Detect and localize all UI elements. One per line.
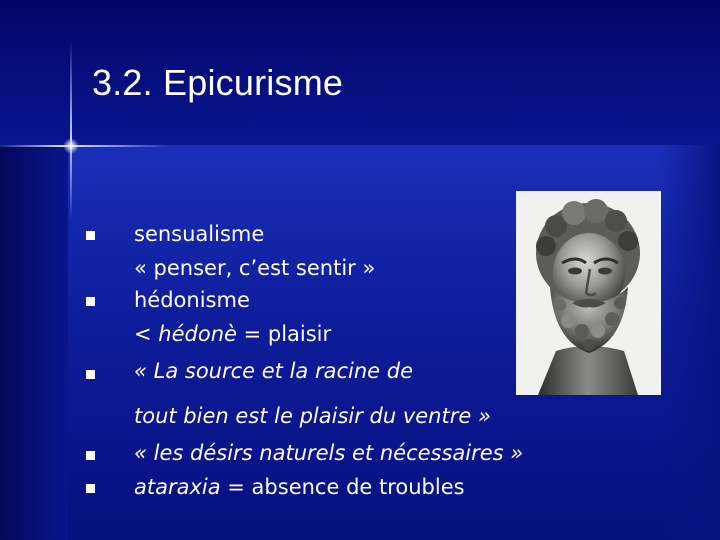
bullet-icon xyxy=(86,297,95,306)
text-line-italic: « La source et la racine de xyxy=(134,359,413,383)
bust-illustration xyxy=(516,191,661,395)
text-line-italic: ataraxia xyxy=(134,475,221,499)
text-line-penser xyxy=(134,255,375,281)
bullet-icon xyxy=(86,484,95,493)
text-line-italic: « les désirs naturels et nécessaires » xyxy=(134,441,524,465)
text-line-ataraxia xyxy=(134,474,465,500)
text-line-hedone xyxy=(134,321,331,347)
bullet-icon xyxy=(86,370,95,379)
text-line-prefix: < xyxy=(134,322,159,346)
text-line-content: sensualisme xyxy=(134,222,265,246)
text-line-source xyxy=(134,358,413,384)
decorative-horizontal-line xyxy=(0,145,170,147)
text-line-sensualisme xyxy=(134,221,264,247)
text-line-content: « penser, c’est sentir » xyxy=(134,256,376,280)
text-line-italic: tout bien est le plaisir du ventre » xyxy=(134,404,491,428)
text-line-suffix: = plaisir xyxy=(236,322,332,346)
text-line-italic: hédonè xyxy=(158,322,237,346)
decorative-star-glow xyxy=(63,138,79,154)
text-line-hedonisme xyxy=(134,287,250,313)
slide-title: 3.2. Epicurisme xyxy=(92,62,344,103)
bullet-icon xyxy=(86,231,95,240)
bullet-icon xyxy=(86,451,95,460)
text-line-tout-bien xyxy=(134,403,491,429)
epicurus-bust-image xyxy=(516,191,661,395)
text-line-suffix: = absence de troubles xyxy=(220,475,465,499)
text-line-content: hédonisme xyxy=(134,288,250,312)
background-right-shade xyxy=(660,145,720,540)
decorative-vertical-line xyxy=(70,40,72,220)
text-line-desirs xyxy=(134,440,523,466)
background-left-band xyxy=(0,145,68,540)
